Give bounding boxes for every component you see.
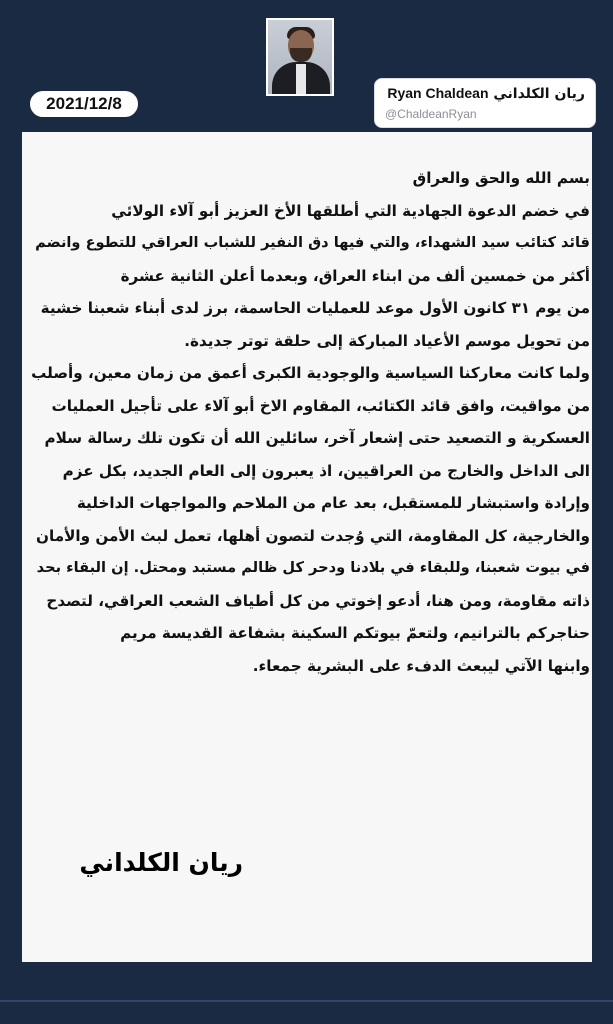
display-name-arabic: ريان الكلداني [493, 86, 585, 102]
statement-line: حناجركم بالترانيم، ولتعمّ بيوتكم السكينة بشفاعة القديسة مريم [120, 624, 590, 642]
statement-line: من يوم ٣١ كانون الأول موعد للعمليات الحاسمة، برز لدى أبناء شعبنا خشية [40, 299, 590, 317]
bottom-band [0, 962, 613, 1024]
statement-line: ولما كانت معاركنا السياسية والوجودية الكبرى أعمق من زمان معين، وأصلب [31, 364, 590, 382]
statement-line: والخارجية، كل المقاومة، التي وُجدت لتصون أهلها، تعمل لبث الأمن والأمان [36, 526, 590, 545]
account-card [374, 78, 596, 128]
display-name-english: Ryan Chaldean [387, 85, 489, 101]
statement-line: من تحويل موسم الأعياد المباركة إلى حلقة توتر جديدة. [184, 331, 590, 350]
statement-line: ذاته مقاومة، ومن هنا، أدعو إخوتي من كل أطياف الشعب العراقي، لتصدح [46, 591, 590, 610]
display-name [387, 85, 585, 102]
statement-line: من مواقيت، وافق قائد الكتائب، المقاوم الاخ أبو آلاء على تأجيل العمليات [51, 396, 590, 415]
statement-line: أكثر من خمسين ألف من ابناء العراق، وبعدما أعلن الثانية عشرة [120, 266, 590, 285]
statement-line: في خضم الدعوة الجهادية التي أطلقها الأخ العزيز أبو آلاء الولائي [111, 201, 590, 220]
statement-line: العسكرية و التصعيد حتى إشعار آخر، سائلين الله أن تكون تلك رسالة سلام [44, 429, 590, 447]
statement-line: في بيوت شعبنا، وللبقاء في بلادنا ودحر كل ظالم مستبد ومحتل. إن البقاء بحد [36, 559, 590, 576]
statement-line: قائد كتائب سيد الشهداء، والتي فيها دق النفير للشباب العراقي للتطوع وانضم [35, 234, 590, 251]
profile-avatar [266, 18, 334, 96]
statement-line: وابنها الآتي ليبعث الدفء على البشرية جمعاء. [252, 656, 590, 675]
signature: ريان الكلداني [79, 848, 243, 877]
statement-line: وإرادة واستبشار للمستقبل، بعد عام من الملاحم والمواجهات الداخلية [76, 494, 590, 512]
statement-line: بسم الله والحق والعراق [412, 169, 590, 187]
statement-body [30, 162, 590, 682]
date-badge: 2021/12/8 [28, 89, 140, 119]
account-handle: @ChaldeanRyan [385, 107, 477, 121]
statement-line: الى الداخل والخارج من العراقيين، اذ يعبرون إلى العام الجديد، بكل عزم [62, 461, 590, 480]
bottom-divider [0, 1000, 613, 1002]
